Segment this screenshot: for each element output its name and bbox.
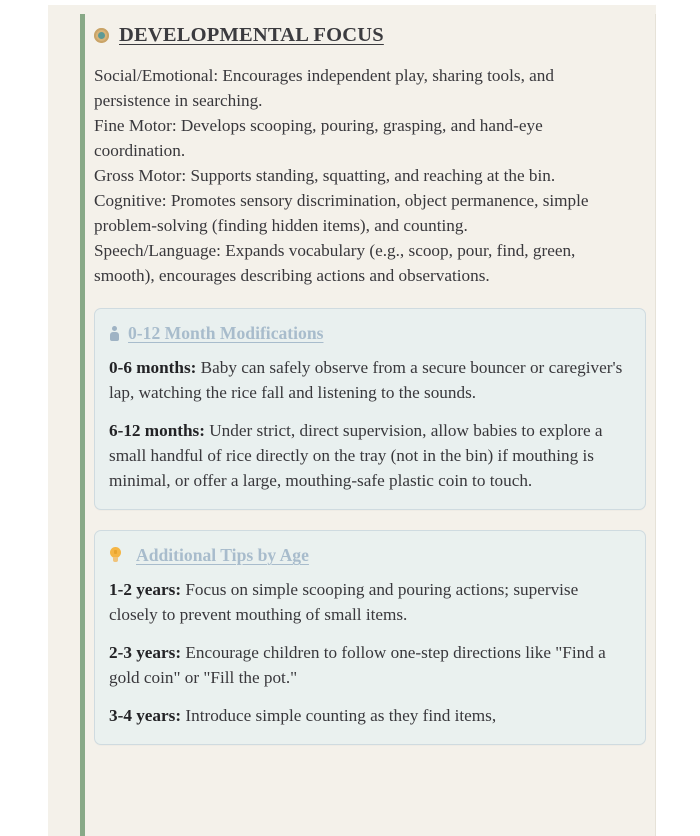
entry-label: 3-4 years: (109, 706, 182, 725)
card-header (109, 545, 631, 566)
entry-0-6-months (109, 355, 631, 405)
entry-6-12-months (109, 418, 631, 493)
article-column (85, 14, 655, 836)
focus-line-gross-motor: Gross Motor: Supports standing, squatting, and reaching at the bin. (94, 166, 556, 185)
coin-icon (94, 28, 109, 43)
entry-3-4-years (109, 703, 631, 728)
entry-text: Introduce simple counting as they find items, (181, 706, 497, 725)
card-month-modifications (94, 308, 646, 510)
focus-line-social: Social/Emotional: Encourages independent play, sharing tools, and persistence in searching. (94, 66, 554, 110)
entry-2-3-years (109, 640, 631, 690)
focus-line-cognitive: Cognitive: Promotes sensory discrimination, object permanence, simple problem-solving (finding hidden items), and counting. (94, 191, 589, 235)
card-title-additional-tips: Additional Tips by Age (136, 545, 309, 565)
entry-text: Focus on simple scooping and pouring actions; supervise closely to prevent mouthing of small items. (109, 580, 579, 624)
entry-1-2-years (109, 577, 631, 627)
page-title: DEVELOPMENTAL FOCUS (119, 24, 384, 46)
card-title-month-modifications: 0-12 Month Modifications (128, 323, 324, 343)
developmental-focus-body (85, 63, 655, 288)
entry-text: Baby can safely observe from a secure bouncer or caregiver's lap, watching the rice fall and listening to the sounds. (109, 358, 623, 402)
sheet-right-edge (655, 14, 656, 836)
baby-icon (109, 326, 120, 342)
section-header (85, 14, 655, 47)
entry-label: 0-6 months: (109, 358, 197, 377)
focus-line-speech: Speech/Language: Expands vocabulary (e.g., scoop, pour, find, green, smooth), encourages describing actions and observations. (94, 241, 576, 285)
entry-text: Encourage children to follow one-step directions like "Find a gold coin" or "Fill the pot." (109, 643, 606, 687)
card-additional-tips (94, 530, 646, 745)
entry-label: 6-12 months: (109, 421, 205, 440)
entry-label: 1-2 years: (109, 580, 182, 599)
focus-line-fine-motor: Fine Motor: Develops scooping, pouring, grasping, and hand-eye coordination. (94, 116, 543, 160)
card-header (109, 323, 631, 344)
lightbulb-icon (109, 547, 122, 564)
entry-text: Under strict, direct supervision, allow babies to explore a small handful of rice directly on the tray (not in the bin) if mouthing is minimal, or offer a large, mouthing-safe plastic coin to touch. (109, 421, 603, 490)
entry-label: 2-3 years: (109, 643, 182, 662)
